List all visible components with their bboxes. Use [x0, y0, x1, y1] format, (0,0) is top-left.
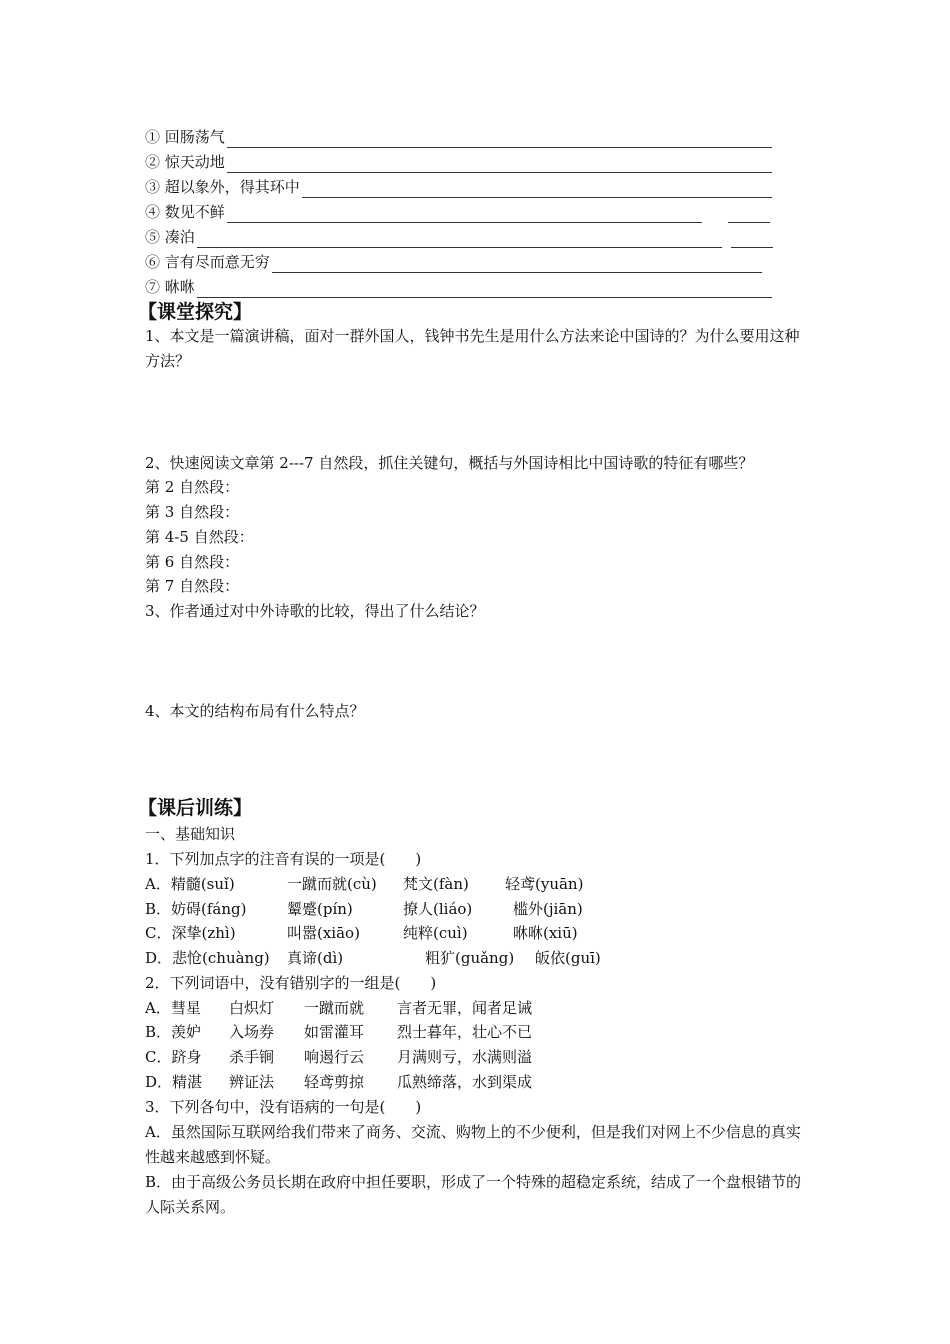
vocab-item: [145, 176, 772, 198]
answer-blank[interactable]: [731, 231, 773, 248]
mc-question-stem: 3．下列各句中，没有语病的一句是( ): [145, 1098, 422, 1116]
option-cell: 纯粹(cuì): [403, 924, 468, 942]
paragraph-note: 第 2 自然段：: [145, 478, 240, 496]
option-cell: 一蹴而就: [304, 999, 365, 1017]
answer-blank[interactable]: [302, 181, 772, 198]
vocab-label: ⑦ 咻咻: [145, 278, 195, 296]
answer-blank[interactable]: [197, 231, 722, 248]
option-cell: 月满则亏，水满则溢: [397, 1048, 533, 1066]
option-cell: 咻咻(xiū): [513, 924, 578, 942]
vocab-label: ④ 数见不鲜: [145, 203, 225, 221]
section-title-after-class: 【课后训练】: [138, 797, 253, 819]
option-cell: C．跻身: [145, 1048, 202, 1066]
option-cell: 轻鸢剪掠: [304, 1073, 365, 1091]
vocab-label: ② 惊天动地: [145, 153, 225, 171]
option-cell: 杀手锏: [229, 1048, 275, 1066]
option-cell: 粗犷(guǎng): [425, 949, 515, 967]
option-cell: 槛外(jiān): [513, 900, 583, 918]
option-cell: 响遏行云: [304, 1048, 365, 1066]
question-1: 1、本文是一篇演讲稿，面对一群外国人，钱钟书先生是用什么方法来论中国诗的？为什么要用这种方法？: [145, 327, 800, 370]
option-cell: A．彗星: [145, 999, 201, 1017]
vocab-item: [145, 151, 772, 173]
option-cell: 烈士暮年，壮心不已: [397, 1023, 533, 1041]
option-cell: 撩人(liáo): [403, 900, 473, 918]
option-cell: 辨证法: [229, 1073, 275, 1091]
vocab-item: [145, 276, 772, 298]
option-cell: 瓜熟缔落，水到渠成: [397, 1073, 533, 1091]
vocab-label: ⑤ 凑泊: [145, 228, 195, 246]
option-cell: D．悲怆(chuàng): [145, 949, 270, 967]
option-cell: C．深挚(zhì): [145, 924, 236, 942]
vocab-label: ⑥ 言有尽而意无穷: [145, 253, 270, 271]
option-cell: D．精湛: [145, 1073, 203, 1091]
question-3: 3、作者通过对中外诗歌的比较，得出了什么结论？: [145, 602, 485, 620]
vocab-label: ③ 超以象外，得其环中: [145, 178, 300, 196]
option-cell: 白炽灯: [229, 999, 275, 1017]
option-cell: B．羡妒: [145, 1023, 202, 1041]
paragraph-note: 第 6 自然段：: [145, 553, 240, 571]
vocab-item: [145, 251, 762, 273]
option-cell: 入场券: [229, 1023, 275, 1041]
question-2: 2、快速阅读文章第 2---7 自然段，抓住关键句，概括与外国诗相比中国诗歌的特征有哪些？: [145, 454, 754, 472]
mc-question-stem: 1．下列加点字的注音有误的一项是( ): [145, 850, 422, 868]
option-cell: 轻鸢(yuān): [505, 875, 584, 893]
paragraph-note: 第 4-5 自然段：: [145, 528, 254, 546]
section-title-class-inquiry: 【课堂探究】: [138, 301, 253, 323]
answer-blank[interactable]: [227, 156, 772, 173]
answer-blank[interactable]: [227, 206, 702, 223]
option-cell: 梵文(fàn): [403, 875, 469, 893]
answer-blank[interactable]: [272, 256, 762, 273]
option-cell: 如雷灌耳: [304, 1023, 365, 1041]
answer-blank[interactable]: [728, 206, 770, 223]
option-cell: B．妨碍(fáng): [145, 900, 247, 918]
option-cell: 皈依(guī): [535, 949, 601, 967]
option-cell: 一蹴而就(cù): [287, 875, 377, 893]
option-cell: 言者无罪，闻者足诫: [397, 999, 533, 1017]
answer-blank[interactable]: [197, 281, 772, 298]
vocab-label: ① 回肠荡气: [145, 128, 225, 146]
paragraph-note: 第 3 自然段：: [145, 503, 240, 521]
vocab-item: [145, 126, 772, 148]
answer-blank[interactable]: [227, 131, 772, 148]
vocab-item: [145, 201, 770, 223]
option-cell: 真谛(dì): [287, 949, 344, 967]
mc-option[interactable]: B．由于高级公务员长期在政府中担任要职，形成了一个特殊的超稳定系统，结成了一个盘根错节的人际关系网。: [145, 1173, 802, 1216]
option-cell: 颦蹙(pín): [287, 900, 353, 918]
option-cell: 叫嚣(xiāo): [287, 924, 360, 942]
mc-option[interactable]: A．虽然国际互联网给我们带来了商务、交流、购物上的不少便利，但是我们对网上不少信息的真实性越来越感到怀疑。: [145, 1123, 801, 1166]
question-4: 4、本文的结构布局有什么特点？: [145, 702, 365, 720]
mc-question-stem: 2．下列词语中，没有错别字的一组是( ): [145, 974, 437, 992]
paragraph-note: 第 7 自然段：: [145, 577, 240, 595]
vocab-item: [145, 226, 773, 248]
subsection-title: 一、基础知识: [145, 825, 236, 843]
option-cell: A．精髓(suǐ): [145, 875, 235, 893]
